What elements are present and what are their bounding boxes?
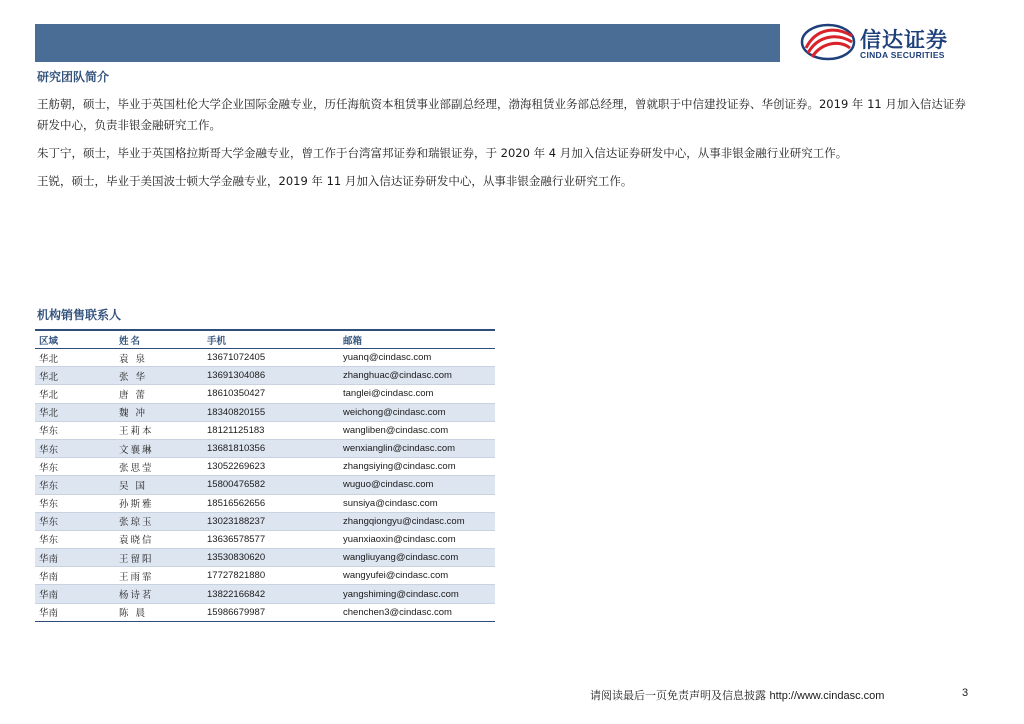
company-logo bbox=[800, 22, 980, 64]
cell-region: 华北 bbox=[35, 403, 115, 421]
table-row bbox=[35, 458, 495, 476]
cell-phone: 13023188237 bbox=[203, 512, 339, 530]
cell-phone: 13681810356 bbox=[203, 439, 339, 457]
cell-name: 袁 泉 bbox=[115, 349, 203, 367]
cell-name: 王雨霏 bbox=[115, 567, 203, 585]
cell-region: 华东 bbox=[35, 458, 115, 476]
cell-email[interactable]: wangliuyang@cindasc.com bbox=[339, 549, 495, 567]
cell-phone: 18516562656 bbox=[203, 494, 339, 512]
cell-name: 唐 蕾 bbox=[115, 385, 203, 403]
table-row bbox=[35, 585, 495, 603]
cell-phone: 18340820155 bbox=[203, 403, 339, 421]
table-header-row bbox=[35, 330, 495, 349]
cell-region: 华东 bbox=[35, 494, 115, 512]
cell-region: 华南 bbox=[35, 567, 115, 585]
cell-phone: 13671072405 bbox=[203, 349, 339, 367]
cell-region: 华东 bbox=[35, 439, 115, 457]
table-row bbox=[35, 603, 495, 621]
table-row bbox=[35, 530, 495, 548]
cell-region: 华南 bbox=[35, 603, 115, 621]
table-row bbox=[35, 476, 495, 494]
header-bar bbox=[35, 24, 780, 62]
cell-email[interactable]: yuanxiaoxin@cindasc.com bbox=[339, 530, 495, 548]
header-email: 邮箱 bbox=[339, 330, 495, 349]
cell-name: 王留阳 bbox=[115, 549, 203, 567]
bio-paragraph-1: 王舫朝，硕士，毕业于英国杜伦大学企业国际金融专业，历任海航资本租赁事业部副总经理，渤海租赁业务部总经理，曾就职于中信建投证券、华创证券。2019 年 11 月加入信达证券研发中心，负责非银金融研究工作。 bbox=[37, 97, 966, 132]
cell-email[interactable]: wangyufei@cindasc.com bbox=[339, 567, 495, 585]
cell-name: 陈 晨 bbox=[115, 603, 203, 621]
cell-name: 袁晓信 bbox=[115, 530, 203, 548]
bio-paragraph-2: 朱丁宁，硕士，毕业于英国格拉斯哥大学金融专业，曾工作于台湾富邦证券和瑞银证券，于 2020 年 4 月加入信达证券研发中心，从事非银金融行业研究工作。 bbox=[37, 146, 848, 160]
contacts-section-title: 机构销售联系人 bbox=[37, 308, 122, 322]
table-row bbox=[35, 349, 495, 367]
cell-name: 孙斯雅 bbox=[115, 494, 203, 512]
cell-name: 吴 国 bbox=[115, 476, 203, 494]
cell-email[interactable]: yangshiming@cindasc.com bbox=[339, 585, 495, 603]
page-number: 3 bbox=[962, 687, 969, 699]
cell-phone: 17727821880 bbox=[203, 567, 339, 585]
cell-email[interactable]: wenxianglin@cindasc.com bbox=[339, 439, 495, 457]
cell-email[interactable]: wuguo@cindasc.com bbox=[339, 476, 495, 494]
cell-phone: 13691304086 bbox=[203, 367, 339, 385]
cell-region: 华东 bbox=[35, 421, 115, 439]
cell-phone: 18121125183 bbox=[203, 421, 339, 439]
cell-phone: 18610350427 bbox=[203, 385, 339, 403]
cell-email[interactable]: chenchen3@cindasc.com bbox=[339, 603, 495, 621]
cell-phone: 13530830620 bbox=[203, 549, 339, 567]
table-row bbox=[35, 421, 495, 439]
footer-disclaimer: 请阅读最后一页免责声明及信息披露 bbox=[590, 689, 766, 702]
header-phone: 手机 bbox=[203, 330, 339, 349]
table-row bbox=[35, 512, 495, 530]
logo-text-cn: 信达证券 bbox=[860, 28, 948, 52]
table-row bbox=[35, 367, 495, 385]
cell-phone: 15986679987 bbox=[203, 603, 339, 621]
footer-url-link[interactable]: http://www.cindasc.com bbox=[769, 690, 885, 702]
cell-email[interactable]: tanglei@cindasc.com bbox=[339, 385, 495, 403]
cell-name: 张思莹 bbox=[115, 458, 203, 476]
cell-email[interactable]: sunsiya@cindasc.com bbox=[339, 494, 495, 512]
header-region: 区域 bbox=[35, 330, 115, 349]
cell-name: 王莉本 bbox=[115, 421, 203, 439]
contacts-table bbox=[35, 329, 495, 622]
cell-email[interactable]: zhanghuac@cindasc.com bbox=[339, 367, 495, 385]
cell-region: 华南 bbox=[35, 585, 115, 603]
table-row bbox=[35, 549, 495, 567]
table-row bbox=[35, 385, 495, 403]
table-row bbox=[35, 403, 495, 421]
bio-paragraph-3: 王锐，硕士，毕业于美国波士顿大学金融专业，2019 年 11 月加入信达证券研发中心，从事非银金融行业研究工作。 bbox=[37, 174, 633, 188]
cell-phone: 15800476582 bbox=[203, 476, 339, 494]
header-name: 姓名 bbox=[115, 330, 203, 349]
table-row bbox=[35, 494, 495, 512]
cell-email[interactable]: zhangqiongyu@cindasc.com bbox=[339, 512, 495, 530]
cell-phone: 13822166842 bbox=[203, 585, 339, 603]
cell-email[interactable]: yuanq@cindasc.com bbox=[339, 349, 495, 367]
cell-region: 华东 bbox=[35, 512, 115, 530]
cell-email[interactable]: zhangsiying@cindasc.com bbox=[339, 458, 495, 476]
cell-region: 华北 bbox=[35, 367, 115, 385]
team-section-title: 研究团队简介 bbox=[37, 70, 110, 84]
cinda-logo-icon bbox=[800, 22, 856, 62]
cell-region: 华东 bbox=[35, 476, 115, 494]
cell-email[interactable]: weichong@cindasc.com bbox=[339, 403, 495, 421]
cell-name: 张 华 bbox=[115, 367, 203, 385]
cell-phone: 13636578577 bbox=[203, 530, 339, 548]
table-row bbox=[35, 439, 495, 457]
cell-email[interactable]: wangliben@cindasc.com bbox=[339, 421, 495, 439]
cell-name: 文襄琳 bbox=[115, 439, 203, 457]
cell-name: 魏 冲 bbox=[115, 403, 203, 421]
cell-region: 华南 bbox=[35, 549, 115, 567]
logo-text-en: CINDA SECURITIES bbox=[860, 50, 945, 60]
cell-name: 张琼玉 bbox=[115, 512, 203, 530]
table-row bbox=[35, 567, 495, 585]
cell-name: 杨诗茗 bbox=[115, 585, 203, 603]
cell-region: 华北 bbox=[35, 349, 115, 367]
cell-region: 华北 bbox=[35, 385, 115, 403]
cell-region: 华东 bbox=[35, 530, 115, 548]
footer bbox=[590, 687, 884, 703]
cell-phone: 13052269623 bbox=[203, 458, 339, 476]
